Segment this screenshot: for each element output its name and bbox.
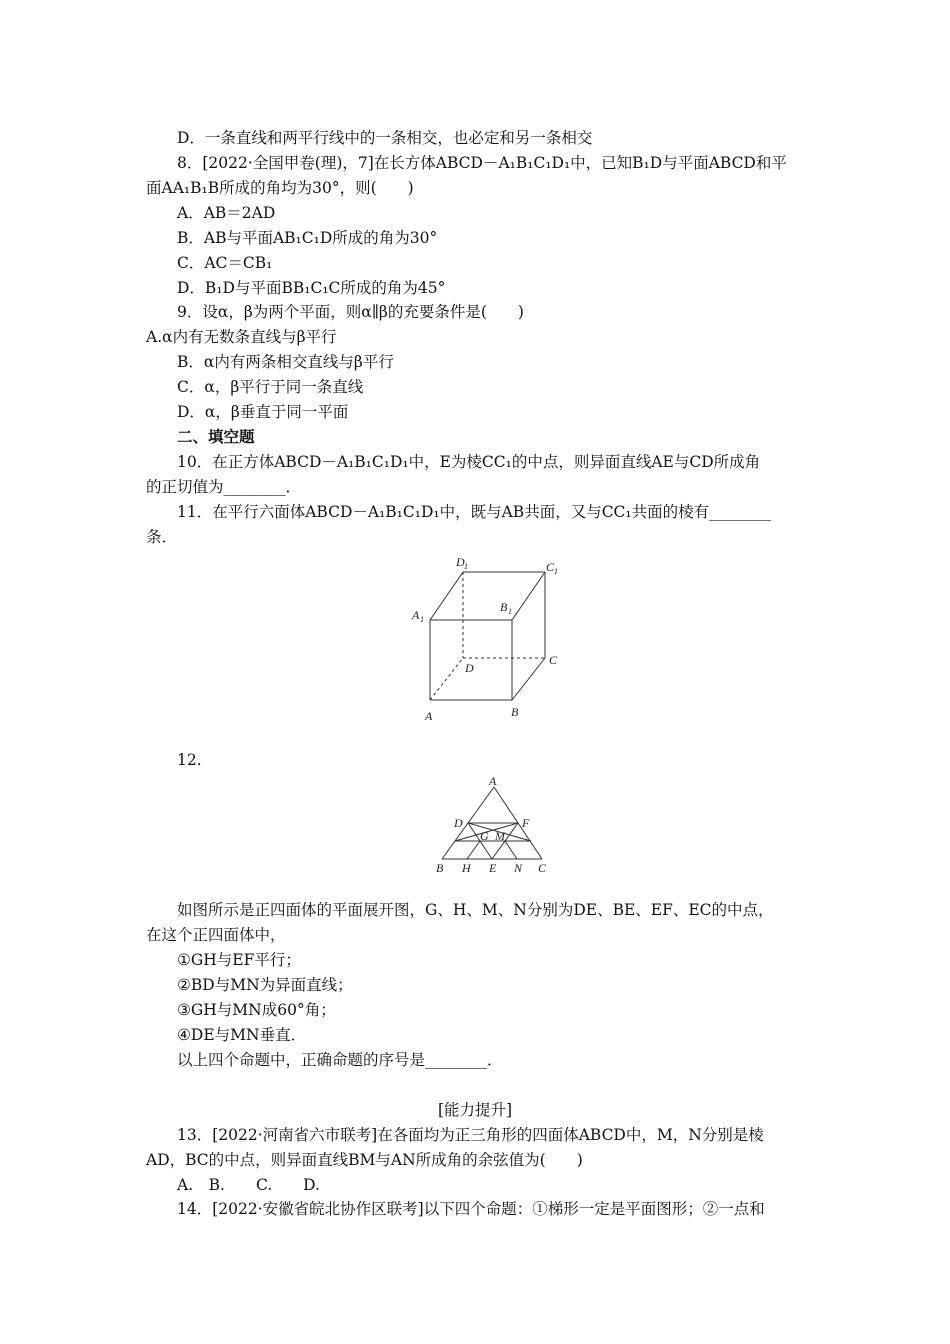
q8-stem-line2: 面AA₁B₁B所成的角均为30°，则( ) (146, 179, 414, 197)
edge-a1-d1 (430, 572, 463, 620)
q12-number: 12. (177, 751, 202, 769)
q9-stem: 9．设α，β为两个平面，则α∥β的充要条件是( ) (177, 303, 524, 321)
q8-option-c: C．AC＝CB₁ (177, 254, 273, 272)
q8-option-d: D．B₁D与平面BB₁C₁C所成的角为45° (177, 279, 446, 297)
q8-option-a: A．AB＝2AD (177, 204, 276, 222)
q11-stem-line2: 条． (146, 528, 178, 546)
segment-g-h (467, 841, 480, 859)
q9-option-c: C．α，β平行于同一条直线 (177, 378, 364, 396)
label-f: F (522, 816, 530, 830)
label-m: M (495, 829, 505, 843)
label-b: B (436, 861, 444, 875)
label-c1-sub: 1 (554, 567, 558, 576)
cube-figure (405, 550, 575, 730)
q14-stem-line1: 14．[2022·安徽省皖北协作区联考]以下四个命题：①梯形一定是平面图形；②一点和 (177, 1200, 765, 1218)
q13-stem-line1: 13．[2022·河南省六市联考]在各面均为正三角形的四面体ABCD中，M，N分别是棱 (177, 1126, 764, 1144)
label-d: D (454, 816, 463, 830)
label-d: D (465, 661, 474, 675)
label-b: B (511, 705, 519, 719)
q12-statement-4: ④DE与MN垂直． (177, 1026, 307, 1044)
section-heading-fill-in: 二、填空题 (177, 427, 255, 446)
edge-a-d-hidden (430, 658, 463, 700)
q8-stem-line1: 8．[2022·全国甲卷(理)，7]在长方体ABCD－A₁B₁C₁D₁中，已知B₁D与平面ABCD和平 (177, 154, 787, 172)
label-b1: B (500, 600, 508, 614)
q7-option-d: D．一条直线和两平行线中的一条相交，也必定和另一条相交 (177, 129, 593, 147)
q12-statement-1: ①GH与EF平行； (177, 951, 301, 969)
edge-b-c (512, 658, 545, 700)
label-b1-sub: 1 (508, 607, 512, 616)
label-c1: C (546, 560, 555, 574)
label-a1-sub: 1 (420, 615, 424, 624)
section-heading-ability: [能力提升] (437, 1101, 513, 1119)
label-a: A (489, 774, 497, 788)
q13-stem-line2: AD，BC的中点，则异面直线BM与AN所成角的余弦值为( ) (146, 1151, 583, 1169)
segment-m-n (505, 841, 517, 859)
q12-statement-3: ③GH与MN成60°角； (177, 1001, 336, 1019)
q9-option-b: B．α内有两条相交直线与β平行 (177, 353, 394, 371)
edge-b1-c1 (512, 572, 545, 620)
q8-option-b: B．AB与平面AB₁C₁D所成的角为30° (177, 229, 438, 247)
label-e: E (489, 861, 497, 875)
q11-stem-line1: 11．在平行六面体ABCD－A₁B₁C₁D₁中，既与AB共面，又与CC₁共面的棱有________ (177, 503, 772, 521)
label-c: C (549, 653, 558, 667)
q10-stem-line1: 10．在正方体ABCD－A₁B₁C₁D₁中，E为棱CC₁的中点，则异面直线AE与CD所成角 (177, 453, 761, 471)
q10-stem-line2: 的正切值为________． (146, 478, 302, 496)
q12-stem-line2: 在这个正四面体中， (146, 926, 286, 944)
q9-option-d: D．α，β垂直于同一平面 (177, 403, 349, 421)
label-c: C (538, 861, 547, 875)
q13-options: A. B. C. D. (177, 1176, 320, 1194)
q12-question: 以上四个命题中，正确命题的序号是________． (177, 1051, 503, 1069)
label-h: H (462, 861, 471, 875)
label-a1: A (412, 608, 420, 622)
label-n: N (514, 861, 523, 875)
q12-statement-2: ②BD与MN为异面直线； (177, 976, 353, 994)
q9-option-a: A.α内有无数条直线与β平行 (146, 328, 337, 346)
label-g: G (480, 829, 489, 843)
q12-stem-line1: 如图所示是正四面体的平面展开图，G、H、M、N分别为DE、BE、EF、EC的中点， (177, 901, 774, 919)
label-d1: D (456, 555, 465, 569)
label-a: A (425, 709, 433, 723)
tetrahedron-net-figure (430, 773, 550, 878)
label-d1-sub: 1 (464, 562, 468, 571)
